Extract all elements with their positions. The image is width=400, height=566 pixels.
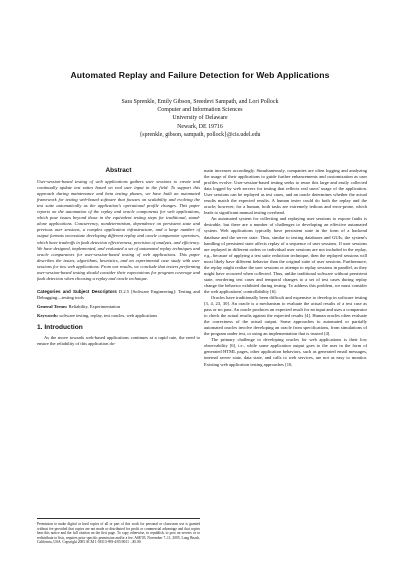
author-emails: {sprenkle, gibson, sampath, pollock}@cis.udel.edu [139,131,261,138]
author-block [60,98,340,139]
author-department: Computer and Information Sciences [157,107,243,114]
right-paragraph-1: main increases accordingly. Simultaneously, companies are often logging and analyzing the usage of their applications to guide further enhancements and customization as user profiles evolve. User-session-based testing seeks to reuse this large and easily collected data logged by web servers for testing that reflects real users' usage of the application. User sessions can be replayed as test cases, and an oracle determines whether the actual results match the expected results. A human tester could do both the replay and the oracle; however, for a human, both tasks are extremely tedious and error-prone, which leads to significant manual testing overhead. [204,168,367,216]
categories [37,289,200,301]
paper-title: Automated Replay and Failure Detection for Web Applications [70,70,330,80]
right-paragraph-4: The primary challenge to developing oracles for web applications is their low observability [6], i.e., while some application output goes to the user in the form of generated HTML pages, other application behaviors, such as generated email messages, internal server state, data state, and calls to web services, are not as easy to monitor. Existing web application testing approaches [10, [204,337,367,367]
categories-label: Categories and Subject Descriptors [37,288,117,294]
keywords-value: software testing, replay, test oracles, web applications [59,312,158,318]
right-paragraph-2: An automated system for collecting and replaying user sessions to expose faults is desirable, but there are a number of challenges to developing an effective automated system. Web applications typically have persistent state in the form of a backend database and the server state. Thus, similar to testing databases and GUIs, the system's handling of persistent state affects replay of a sequence of user sessions. If user sessions are replayed in different orders or individual user sessions are not included in the replay, e.g., because of applying a test suite reduction technique, then the replayed sessions will most likely have different behavior than the original suite of user sessions. Furthermore, the replay might realize the user sessions or attempt to replay sessions in parallel, as they might have occurred when collected. Thus, unlike traditional software without persistent state, reordering test cases and temporal changes to a set of test cases during replay change the behavior exhibited during testing. To address this problem, we must consider the web applications' controllability [6]. [204,216,367,294]
right-paragraph-3: Oracles have traditionally been difficult and expensive to develop in software testing [3, 4, 23, 30]. An oracle is a mechanism to evaluate the actual results of a test case as pass or no pass. An oracle produces an expected result for an input and uses a comparator to check the actual results against the expected results [4]. Human oracles often evaluate the correctness of the actual output. Some approaches to automated or partially automated oracles involve developing an oracle from specifications, from simulations of the program under test, or using an implementation that is trusted [4]. [204,294,367,337]
intro-heading: 1. Introduction [37,324,83,332]
general-terms-value: Reliability, Experimentation [68,303,121,309]
right-column [204,168,367,368]
general-terms [37,304,200,310]
keywords [37,313,200,319]
intro-text: As the move towards web-based applications continues at a rapid rate, the need to ensure the reliability of this application do- [37,335,200,347]
abstract-heading: Abstract [105,167,132,174]
author-names: Sara Sprenkle, Emily Gibson, Sreedevi Sampath, and Lori Pollock [121,99,279,105]
permission-footnote: Permission to make digital or hard copies of all or part of this work for personal or classroom use is granted without fee provided that copies are not made or distributed for profit or commercial advantage and that copies bear this notice and the full citation on the first page. To copy otherwise, to republish, to post on servers or to redistribute to lists, requires prior specific permission and/or a fee. ASE'05, November 7–11, 2005, Long Beach, California, USA. Copyright 2005 ACM 1-58113-993-4/05/0011 ...$5.00. [37,518,200,545]
author-city: Newark, DE 19716 [177,123,223,130]
left-column [37,168,200,347]
keywords-label: Keywords: [37,312,59,318]
abstract-text: User-session-based testing of web applications gathers user sessions to create and continually update test suites based on real user input in the field. To support this approach during maintenance and beta testing phases, we have built an automated framework for testing web-based software that focuses on scalability and evolving the test suite automatically as the application's operational profile changes. This paper reports on the automation of the replay and oracle components for web applications, which pose issues beyond those in the equivalent testing steps for traditional, stand-alone applications. Concurrency, nondeterminism, dependence on persistent state and previous user sessions, a complex application infrastructure, and a large number of output formats necessitate developing different replay and oracle comparator operators, which have tradeoffs in fault detection effectiveness, precision of analysis, and efficiency. We have designed, implemented, and evaluated a set of automated replay techniques and oracle comparators for user-session-based testing of web applications. This paper describes the issues, algorithms, heuristics, and an experimental case study with user sessions for two web applications. From our results, we conclude that testers performing user-session-based testing should consider their expectations for program coverage and fault detection when choosing a replay and oracle technique. [37,179,200,281]
general-terms-label: General Terms: [37,303,68,309]
categories-value: D.2.5 [Software Engineering]: Testing and Debugging—testing tools [37,288,200,300]
author-university: University of Delaware [172,115,228,122]
